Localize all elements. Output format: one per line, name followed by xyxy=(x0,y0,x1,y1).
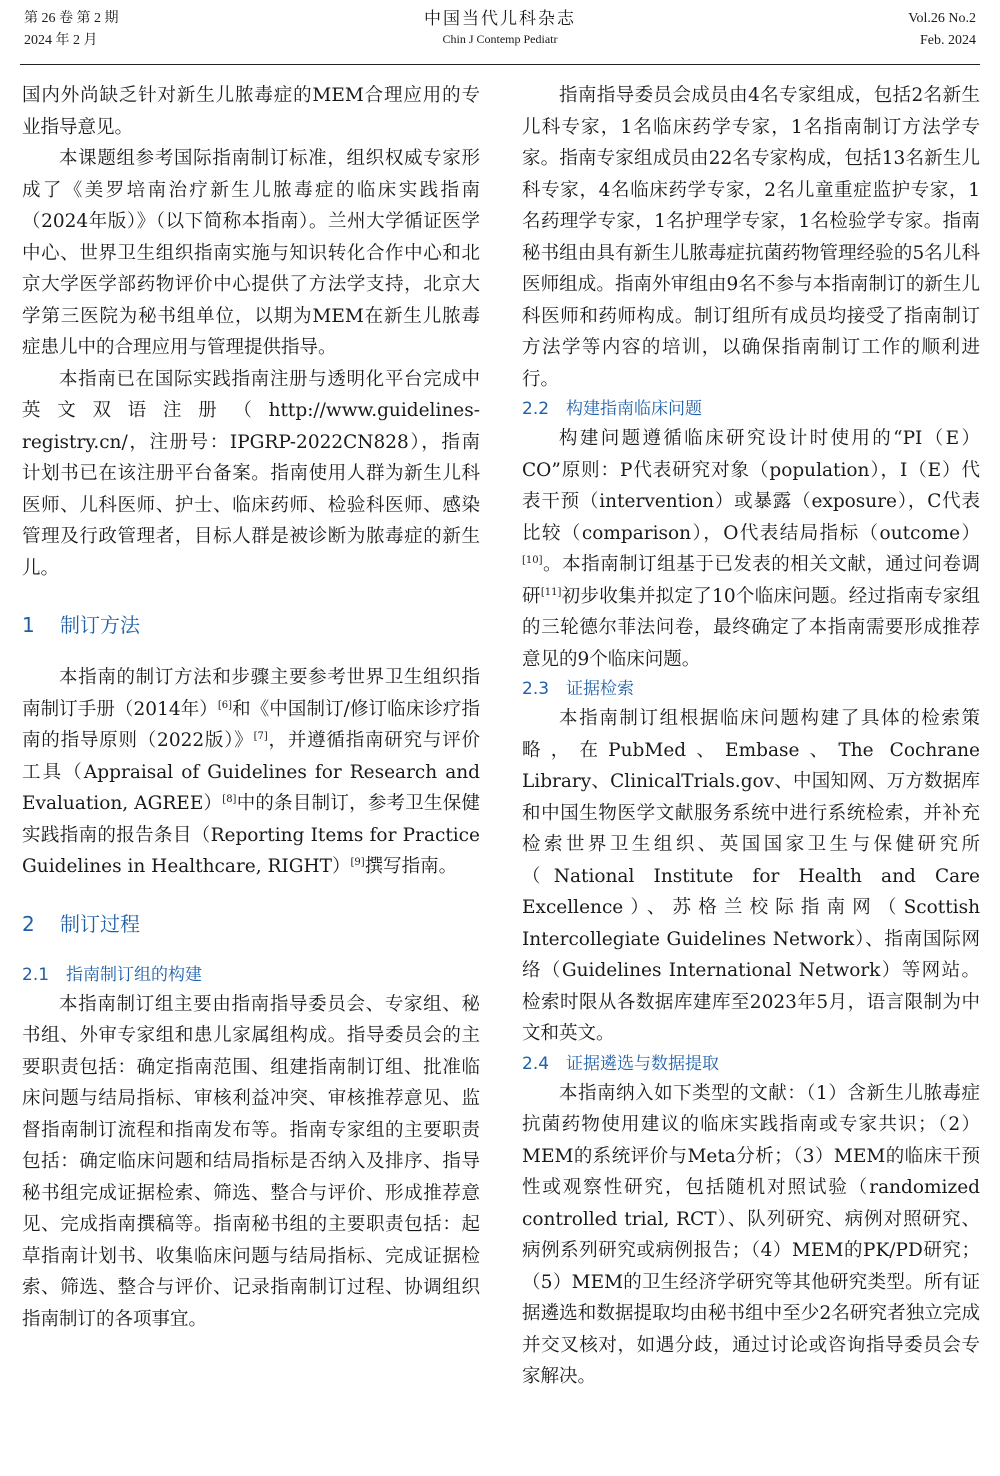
subsection-heading-2-4 xyxy=(522,1050,980,1078)
paragraph xyxy=(522,423,980,675)
paragraph: 国内外尚缺乏针对新生儿脓毒症的MEM合理应用的专业指导意见。 xyxy=(22,85,480,138)
citation-ref[interactable]: [10] xyxy=(522,555,543,566)
subsection-title: 证据检索 xyxy=(566,679,634,699)
subsection-heading-2-1 xyxy=(22,961,480,989)
section-number: 1 xyxy=(22,613,35,637)
journal-title-cn: 中国当代儿科杂志 xyxy=(424,9,576,28)
page-header xyxy=(20,0,980,65)
section-title: 制订过程 xyxy=(60,911,140,936)
volume-issue-en: Vol.26 No.2 xyxy=(908,11,976,26)
paragraph: 本指南制订组根据临床问题构建了具体的检索策略，在PubMed、Embase、The Cochrane Library、ClinicalTrials.gov、中国知网、万方数据库和中国生物医学文献服务系统中进行系统检索，并补充检索世界卫生组织、英国国家卫生与保健研究所（National Institute for Health and Care Excellence）、苏格兰校际指南网（Scottish Intercollegiate Guidelines Network）、指南国际网络（Guidelines International Network）等网站。检索时限从各数据库建库至2023年5月，语言限制为中文和英文。 xyxy=(522,708,980,1044)
date-cn: 2024 年 2 月 xyxy=(24,33,98,48)
subsection-title: 证据遴选与数据提取 xyxy=(566,1053,719,1074)
paragraph: 本指南制订组主要由指南指导委员会、专家组、秘书组、外审专家组和患儿家属组构成。指导委员会的主要职责包括：确定指南范围、组建指南制订组、批准临床问题与结局指标、审核利益冲突、审核推荐意见、监督指南制订流程和指南发布等。指南专家组的主要职责包括：确定临床问题和结局指标是否纳入及排序、指导秘书组完成证据检索、筛选、整合与评价、形成推荐意见、完成指南撰稿等。指南秘书组的主要职责包括：起草指南计划书、收集临床问题与结局指标、完成证据检索、筛选、整合与评价、记录指南制订过程、协调组织指南制订的各项事宜。 xyxy=(22,993,480,1330)
text-run: 构建问题遵循临床研究设计时使用的“PI（E）CO”原则：P代表研究对象（population），I（E）代表干预（intervention）或暴露（exposure），C代表比较（comparison），O代表结局指标（outcome） xyxy=(522,428,980,544)
citation-ref[interactable]: [8] xyxy=(222,794,237,805)
section-title: 制订方法 xyxy=(60,613,140,637)
subsection-heading-2-3 xyxy=(522,675,980,703)
text-run: 中的条目制订，参考卫生保健实践指南的报告条目（Reporting Items for Practice Guidelines in Healthcare, RIGHT） xyxy=(22,793,480,877)
citation-ref[interactable]: [11] xyxy=(540,586,562,598)
subsection-title: 指南制订组的构建 xyxy=(66,964,202,985)
right-column xyxy=(522,80,980,1393)
journal-title-en: Chin J Contemp Pediatr xyxy=(442,32,558,46)
text-run: 撰写指南。 xyxy=(364,856,458,877)
paragraph xyxy=(22,662,480,883)
text-run: 和《中国制订/修订临床诊疗指南的指导原则（2022版）》 xyxy=(22,698,480,751)
section-heading-1 xyxy=(22,612,480,638)
subsection-title: 构建指南临床问题 xyxy=(566,399,702,419)
section-number: 2 xyxy=(22,911,35,936)
date-en: Feb. 2024 xyxy=(920,33,976,48)
paragraph: 本指南已在国际实践指南注册与透明化平台完成中英文双语注册（http://www.guidelines-registry.cn/，注册号：IPGRP-2022CN828），指南计划书已在该注册平台备案。指南使用人群为新生儿科医师、儿科医师、护士、临床药师、检验科医师、感染管理及行政管理者，目标人群是被诊断为脓毒症的新生儿。 xyxy=(22,368,480,579)
header-right xyxy=(908,8,976,52)
text-run: 本指南的制订方法和步骤主要参考世界卫生组织指南制订手册（2014年） xyxy=(22,667,480,720)
section-heading-2 xyxy=(22,911,480,937)
text-run: ，并遵循指南研究与评价工具（Appraisal of Guidelines for Research and Evaluation, AGREE） xyxy=(22,730,480,814)
left-column xyxy=(22,80,480,1335)
paragraph: 本课题组参考国际指南制订标准，组织权威专家形成了《美罗培南治疗新生儿脓毒症的临床实践指南（2024年版）》（以下简称本指南）。兰州大学循证医学中心、世界卫生组织指南实施与知识转化合作中心和北京大学医学部药物评价中心提供了方法学支持，北京大学第三医院为秘书组单位，以期为MEM在新生儿脓毒症患儿中的合理应用与管理提供指导。 xyxy=(22,148,480,358)
header-center xyxy=(20,8,980,48)
volume-issue-cn: 第 26 卷 第 2 期 xyxy=(24,11,119,26)
citation-ref[interactable]: [6] xyxy=(217,699,233,711)
citation-ref[interactable]: [9] xyxy=(350,857,365,868)
subsection-number: 2.4 xyxy=(522,1053,550,1074)
text-run: 。本指南制订组基于已发表的相关文献，通过问卷调研 xyxy=(522,554,980,607)
subsection-number: 2.3 xyxy=(522,679,550,699)
paragraph: 指南指导委员会成员由4名专家组成，包括2名新生儿科专家，1名临床药学专家，1名指南制订方法学专家。指南专家组成员由22名专家构成，包括13名新生儿科专家，4名临床药学专家，2名儿童重症监护专家，1名药理学专家，1名护理学专家，1名检验学专家。指南秘书组由具有新生儿脓毒症抗菌药物管理经验的5名儿科医师组成。指南外审组由9名不参与本指南制订的新生儿科医师和药师构成。制订组所有成员均接受了指南制订方法学等内容的培训，以确保指南制订工作的顺利进行。 xyxy=(522,85,980,390)
citation-ref[interactable]: [7] xyxy=(253,731,268,742)
text-run: 初步收集并拟定了10个临床问题。经过指南专家组的三轮德尔菲法问卷，最终确定了本指南需要形成推荐意见的9个临床问题。 xyxy=(522,585,980,670)
subsection-heading-2-2 xyxy=(522,395,980,423)
subsection-number: 2.1 xyxy=(22,964,50,985)
subsection-number: 2.2 xyxy=(522,399,550,419)
paragraph: 本指南纳入如下类型的文献：（1）含新生儿脓毒症抗菌药物使用建议的临床实践指南或专家共识；（2）MEM的系统评价与Meta分析；（3）MEM的临床干预性或观察性研究，包括随机对照试验（randomized controlled trial, RCT）、队列研究、病例对照研究、病例系列研究或病例报告；（4）MEM的PK/PD研究；（5）MEM的卫生经济学研究等其他研究类型。所有证据遴选和数据提取均由秘书组中至少2名研究者独立完成并交叉核对，如遇分歧，通过讨论或咨询指导委员会专家解决。 xyxy=(522,1082,980,1387)
